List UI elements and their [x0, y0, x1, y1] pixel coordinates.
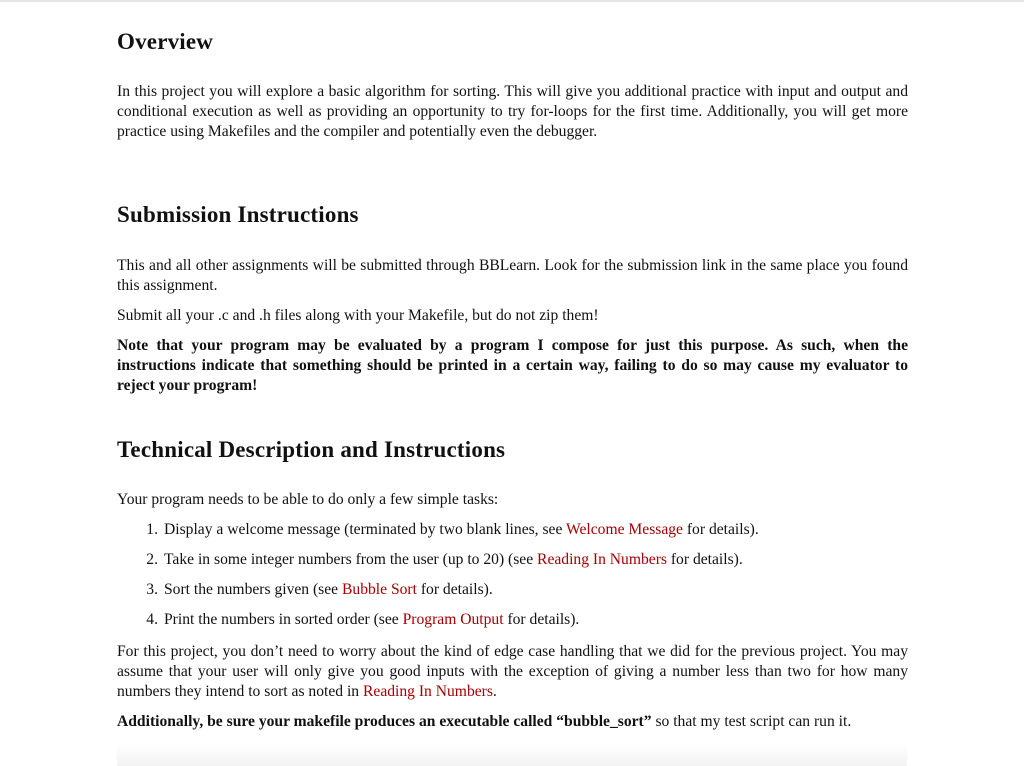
list-item	[117, 520, 908, 550]
item-number: 1.	[146, 521, 158, 538]
edge-case-paragraph	[117, 642, 908, 702]
link-bubble-sort[interactable]: Bubble Sort	[342, 581, 417, 598]
link-reading-in-numbers-2[interactable]: Reading In Numbers	[363, 683, 493, 700]
submission-warning: Note that your program may be evaluated by a program I compose for just this purpose. As such, when the instructions indicate that something should be printed in a certain way, failing to do so may cause my evaluator to reject your program!	[117, 337, 908, 394]
paragraph-text: For this project, you don’t need to worry about the kind of edge case handling that we did for the previous project. You may assume that your user will only give you good inputs with the exception of giving a number less than two for how many numbers they intend to sort as noted in	[117, 643, 908, 700]
submission-paragraph-2: Submit all your .c and .h files along with your Makefile, but do not zip them!	[117, 307, 599, 324]
item-text: for details).	[503, 611, 580, 628]
heading-overview: Overview	[117, 29, 214, 54]
link-welcome-message[interactable]: Welcome Message	[566, 521, 683, 538]
submission-paragraph-1: This and all other assignments will be submitted through BBLearn. Look for the submission link in the same place you found this assignment.	[117, 257, 908, 294]
item-text: Print the numbers in sorted order (see	[164, 611, 403, 628]
paragraph-text: so that my test script can run it.	[651, 713, 852, 730]
item-text: Display a welcome message (terminated by two blank lines, see	[164, 521, 567, 538]
item-number: 2.	[146, 551, 158, 568]
item-text: for details).	[416, 581, 493, 598]
item-number: 4.	[146, 611, 158, 628]
page-bottom-shadow	[117, 744, 907, 766]
item-text: Sort the numbers given (see	[164, 581, 342, 598]
heading-submission: Submission Instructions	[117, 202, 359, 227]
item-text: Take in some integer numbers from the user (up to 20) (see	[164, 551, 538, 568]
list-item	[117, 610, 908, 640]
item-number: 3.	[146, 581, 158, 598]
makefile-paragraph	[117, 712, 908, 732]
list-item	[117, 580, 908, 610]
link-reading-in-numbers[interactable]: Reading In Numbers	[537, 551, 667, 568]
task-list	[117, 520, 908, 640]
overview-paragraph: In this project you will explore a basic algorithm for sorting. This will give you additional practice with input and output and conditional execution as well as providing an opportunity to try for-loops for the first time. Additionally, you will get more practice using Makefiles and the compiler and potentially even the debugger.	[117, 83, 908, 140]
bold-text: Additionally, be sure your makefile produces an executable called “bubble_sort”	[117, 713, 652, 730]
link-program-output[interactable]: Program Output	[402, 611, 504, 628]
page-top-border	[0, 0, 1024, 2]
item-text: for details).	[682, 521, 759, 538]
item-text: for details).	[666, 551, 743, 568]
heading-technical: Technical Description and Instructions	[117, 437, 506, 462]
technical-intro: Your program needs to be able to do only a few simple tasks:	[117, 491, 499, 508]
list-item	[117, 550, 908, 580]
paragraph-text: .	[492, 683, 497, 700]
